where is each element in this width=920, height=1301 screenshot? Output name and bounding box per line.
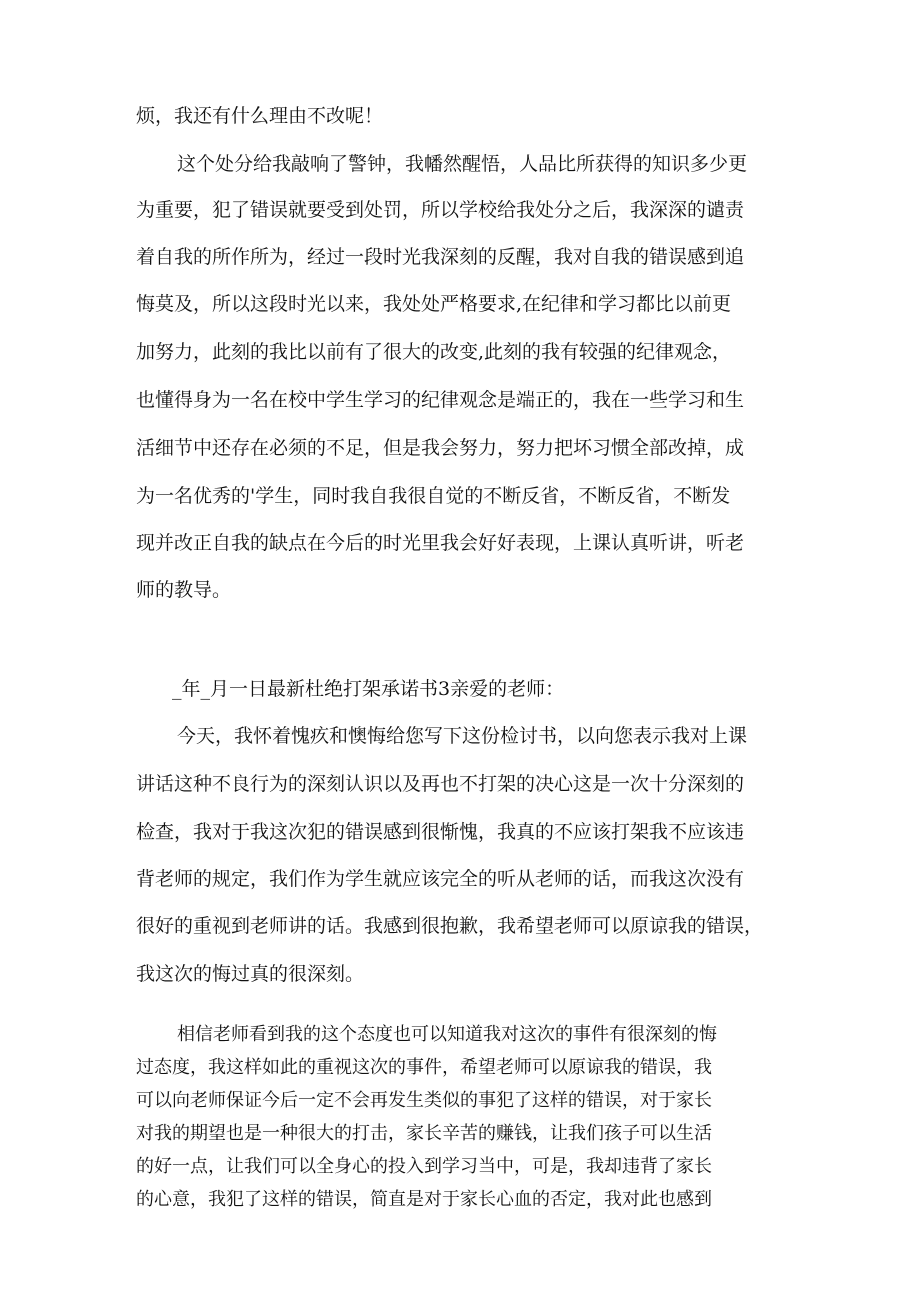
paragraph-line: 讲话这种不良行为的深刻认识以及再也不打架的决心这是一次十分深刻的 [136,773,745,795]
paragraph-line: 着自我的所作所为，经过一段时光我深刻的反醒，我对自我的错误感到追 [136,246,745,268]
paragraph-line: 我这次的悔过真的很深刻。 [136,963,365,985]
paragraph-line: 活细节中还存在必须的不足，但是我会努力，努力把坏习惯全部改掉，成 [136,437,745,459]
paragraph-line: 加努力，此刻的我比以前有了很大的改变,此刻的我有较强的纪律观念， [136,341,732,363]
paragraph-line: 背老师的规定，我们作为学生就应该完全的听从老师的话，而我这次没有 [136,868,745,890]
paragraph-line: 今天，我怀着愧疚和懊悔给您写下这份检讨书，以向您表示我对上课 [177,725,748,747]
paragraph-line: 现并改正自我的缺点在今后的时光里我会好好表现，上课认真听讲，听老 [136,532,745,554]
paragraph-line: 烦，我还有什么理由不改呢！ [136,105,384,127]
paragraph-line: 为一名优秀的'学生，同时我自我很自觉的不断反省，不断反省，不断发 [136,485,731,507]
paragraph-line: 的好一点，让我们可以全身心的投入到学习当中，可是，我却违背了家长 [136,1156,712,1177]
paragraph-line: 悔莫及，所以这段时光以来，我处处严格要求,在纪律和学习都比以前更 [136,293,732,315]
paragraph-line: 很好的重视到老师讲的话。我感到很抱歉，我希望老师可以原谅我的错误， [136,915,764,937]
paragraph-line: 也懂得身为一名在校中学生学习的纪律观念是端正的，我在一些学习和生 [136,389,745,411]
paragraph-line: 师的教导。 [136,579,232,601]
paragraph-line: 相信老师看到我的这个态度也可以知道我对这次的事件有很深刻的悔 [177,1024,717,1045]
paragraph-line: 过态度，我这样如此的重视这次的事件，希望老师可以原谅我的错误，我 [136,1057,712,1078]
paragraph-line: 为重要，犯了错误就要受到处罚，所以学校给我处分之后，我深深的谴责 [136,199,745,221]
paragraph-line: 这个处分给我敲响了警钟，我幡然醒悟，人品比所获得的知识多少更 [177,153,748,175]
section-heading: _年_月一日最新杜绝打架承诺书3亲爱的老师： [172,678,565,700]
paragraph-line: 检查，我对于我这次犯的错误感到很惭愧，我真的不应该打架我不应该违 [136,821,745,843]
paragraph-line: 对我的期望也是一种很大的打击，家长辛苦的赚钱，让我们孩子可以生活 [136,1123,712,1144]
paragraph-line: 可以向老师保证今后一定不会再发生类似的事犯了这样的错误，对于家长 [136,1090,712,1111]
paragraph-line: 的心意，我犯了这样的错误，简直是对于家长心血的否定，我对此也感到 [136,1189,712,1210]
